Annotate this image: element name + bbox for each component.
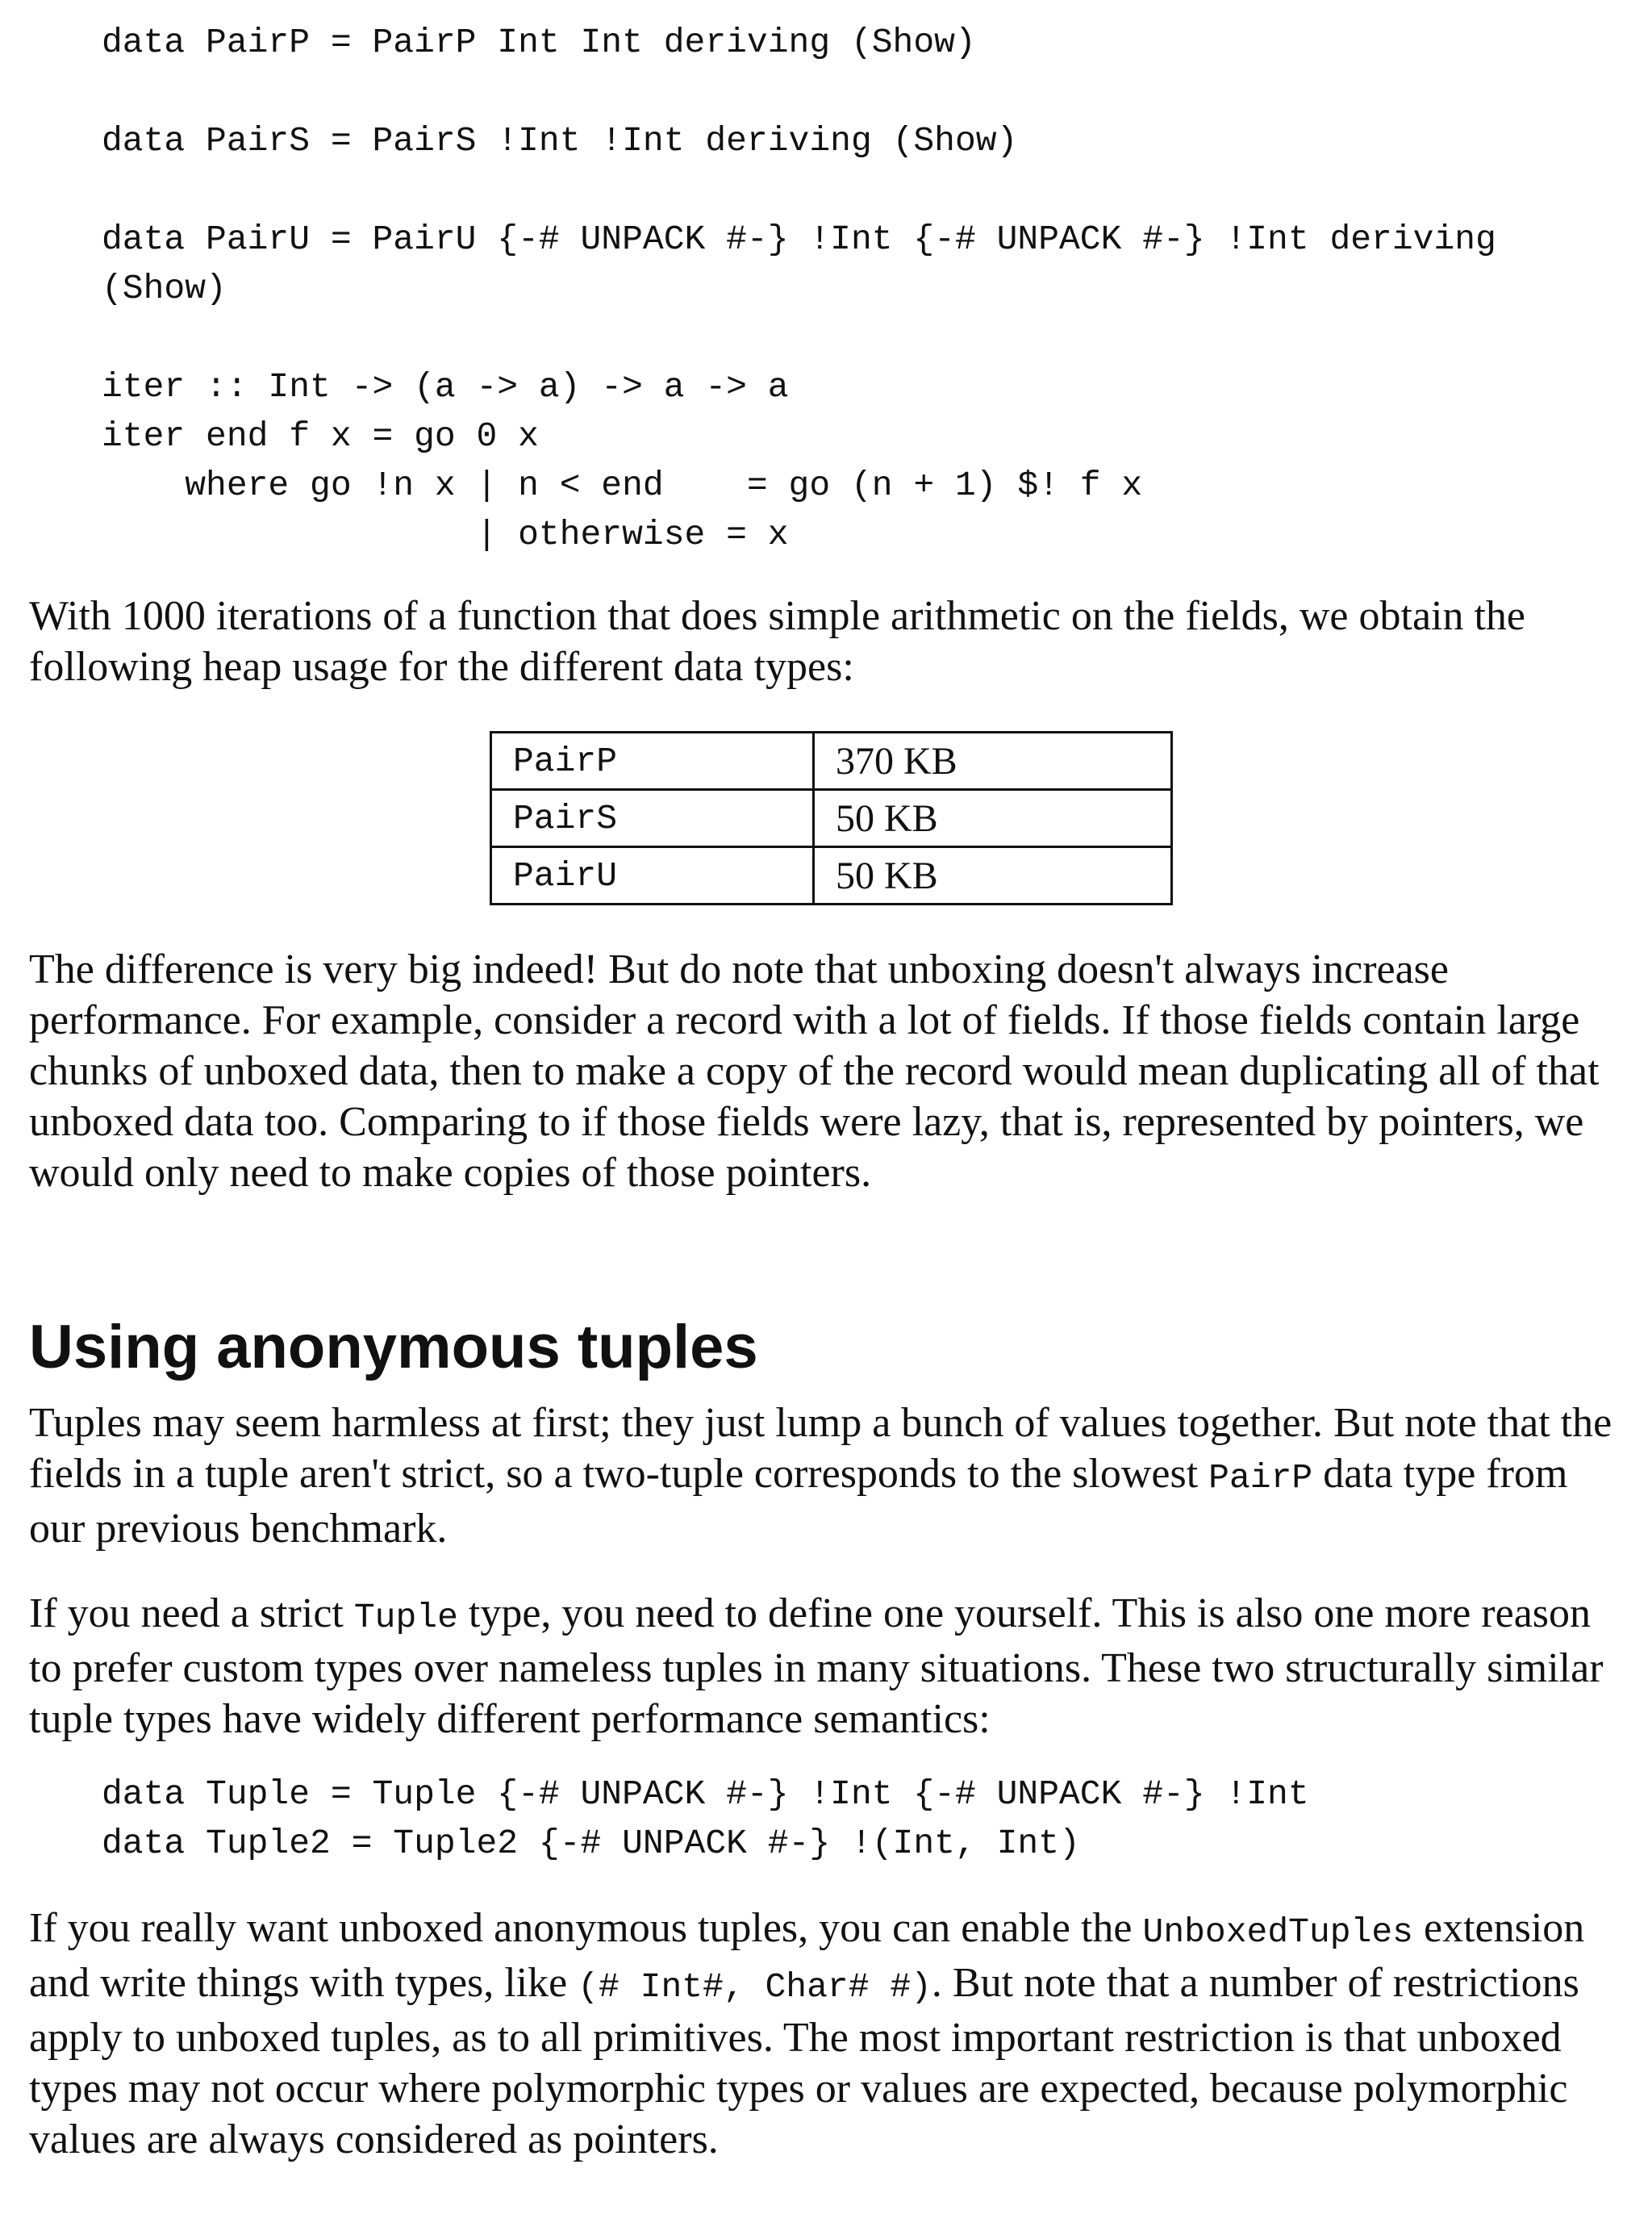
heap-usage-table (490, 731, 1173, 905)
code-tuple: data Tuple = Tuple {-# UNPACK #-} !Int {-# UNPACK #-} !Int (102, 1774, 1309, 1814)
paragraph-tuples-intro (29, 1398, 1626, 1554)
table-cell-value: 50 KB (814, 847, 1172, 905)
table-row (491, 790, 1172, 847)
table-cell-value: 370 KB (814, 733, 1172, 790)
paragraph-intro: With 1000 iterations of a function that does simple arithmetic on the fields, we obtain the following heap usage for the different data types: (29, 593, 1526, 690)
inline-code-unboxed-type: (# Int#, Char# #) (578, 1967, 932, 2007)
text-run: If you need a strict (29, 1590, 354, 1636)
text-run: extension and write things with types, like (29, 1905, 1585, 2006)
text-run: If you really want unboxed anonymous tuples, you can enable the (29, 1905, 1143, 1951)
paragraph-unboxed-tuples (29, 1903, 1626, 2165)
code-pairu: data PairU = PairU {-# UNPACK #-} !Int {-# UNPACK #-} !Int deriving (102, 219, 1496, 259)
code-iter-otherwise: | otherwise = x (102, 515, 789, 554)
table-cell-type: PairS (491, 790, 814, 847)
code-iter-signature: iter :: Int -> (a -> a) -> a -> a (102, 367, 789, 407)
inline-code-unboxedtuples: UnboxedTuples (1142, 1912, 1413, 1952)
inline-code-tuple: Tuple (353, 1598, 458, 1637)
code-iter-definition: iter end f x = go 0 x (102, 416, 539, 456)
table-row (491, 733, 1172, 790)
paragraph-difference: The difference is very big indeed! But do note that unboxing doesn't always increase performance. For example, consider a record with a lot of fields. If those fields contain large chunks of unboxed data, then to make a copy of the record would mean duplicating all of that unboxed data too. Comparing to if those fields were lazy, that is, represented by pointers, we would only need to make copies of those pointers. (29, 946, 1600, 1196)
paragraph-strict-tuple (29, 1588, 1626, 1744)
code-tuple2: data Tuple2 = Tuple2 {-# UNPACK #-} !(Int, Int) (102, 1824, 1080, 1863)
text-run: data type from our previous benchmark. (29, 1451, 1568, 1552)
table-cell-value: 50 KB (814, 790, 1172, 847)
code-pairs: data PairS = PairS !Int !Int deriving (Show) (102, 121, 1018, 161)
table-cell-type: PairP (491, 733, 814, 790)
text-run: Tuples may seem harmless at first; they just lump a bunch of values together. But note that the fields in a tuple aren't strict, so a two-tuple corresponds to the slowest (29, 1400, 1612, 1497)
table-row (491, 847, 1172, 905)
inline-code-pairp: PairP (1208, 1458, 1313, 1498)
text-run: type, you need to define one yourself. This is also one more reason to prefer custom types over nameless tuples in many situations. These two structurally similar tuple types have widely different performance semantics: (29, 1590, 1604, 1742)
code-iter-where: where go !n x | n < end = go (n + 1) $! f x (102, 466, 1143, 505)
code-pairp: data PairP = PairP Int Int deriving (Show) (102, 23, 976, 62)
table-cell-type: PairU (491, 847, 814, 905)
code-pairu-cont: (Show) (102, 269, 227, 308)
text-run: . But note that a number of restrictions apply to unboxed tuples, as to all primitives. The most important restriction is that unboxed types may not occur where polymorphic types or values are expected, because polymorphic values are always considered as pointers. (29, 1960, 1579, 2162)
section-heading: Using anonymous tuples (29, 1313, 758, 1381)
